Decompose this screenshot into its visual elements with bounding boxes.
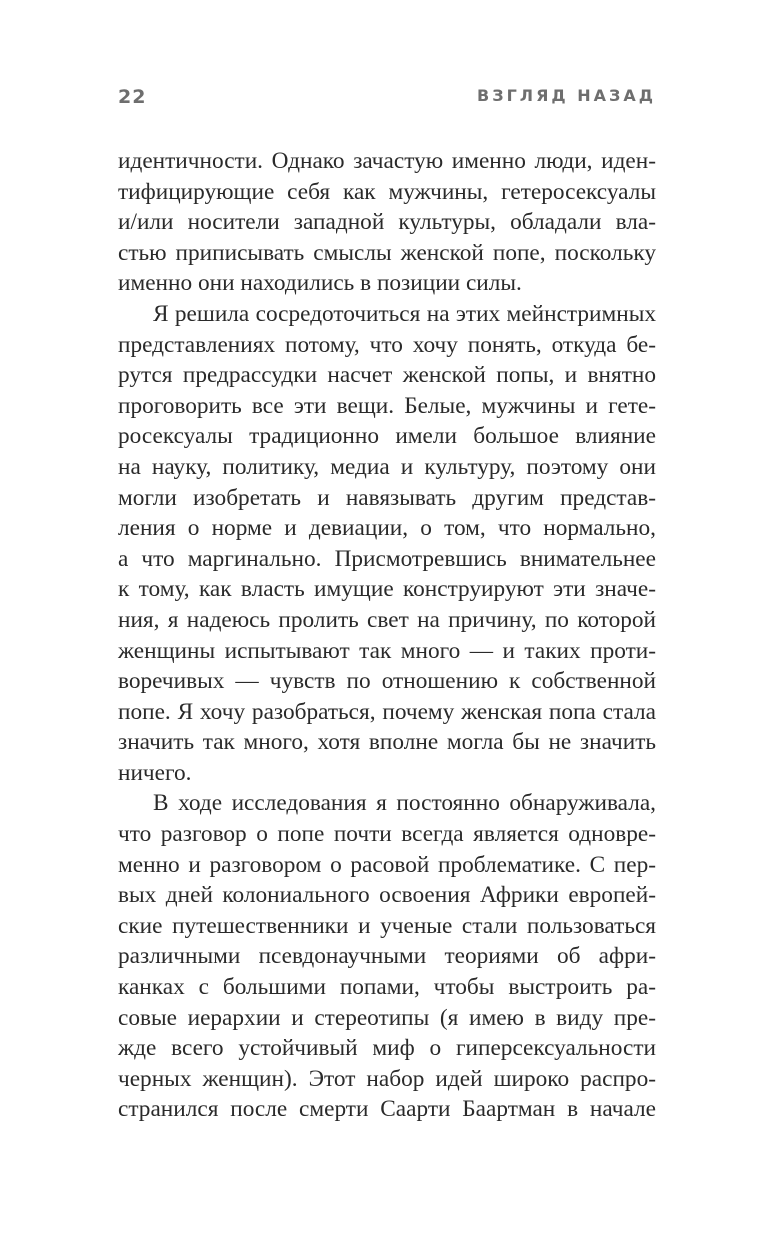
text-line: различными псевдонаучными теориями об афри-	[118, 943, 656, 970]
text-line: проговорить все эти вещи. Белые, мужчины и гете-	[118, 392, 656, 419]
text-line: жде всего устойчивый миф о гиперсексуальности	[118, 1035, 656, 1062]
text-line: В ходе исследования я постоянно обнаруживала,	[153, 790, 656, 817]
text-line: женщины испытывают так много — и таких проти-	[118, 637, 656, 664]
text-line: представлениях потому, что хочу понять, откуда бе-	[118, 331, 656, 358]
text-line: странился после смерти Саарти Баартман в начале	[118, 1096, 656, 1123]
page-header	[118, 86, 656, 116]
text-line: к тому, как власть имущие конструируют эти значе-	[118, 576, 656, 603]
text-line: и/или носители западной культуры, обладали вла-	[118, 209, 656, 236]
paragraph-2	[118, 299, 656, 789]
paragraph-1	[118, 146, 656, 299]
text-line: идентичности. Однако зачастую именно люди, иден-	[118, 148, 656, 174]
text-line: канках с большими попами, чтобы выстроить ра-	[118, 974, 656, 1001]
text-line: ские путешественники и ученые стали пользоваться	[118, 912, 656, 939]
text-line: на науку, политику, медиа и культуру, поэтому они	[118, 453, 656, 480]
page-number: 22	[118, 86, 147, 108]
text-line: тифицирующие себя как мужчины, гетеросексуалы	[118, 178, 656, 205]
text-line: могли изобретать и навязывать другим представ-	[118, 484, 656, 511]
text-line: совые иерархии и стереотипы (я имею в виду пре-	[118, 1004, 656, 1031]
text-line: Я решила сосредоточиться на этих мейнстримных	[153, 300, 656, 327]
paragraph-3	[118, 788, 656, 1125]
text-line: ления о норме и девиации, о том, что нормально,	[118, 515, 656, 542]
running-head: ВЗГЛЯД НАЗАД	[477, 86, 656, 105]
text-line: менно и разговором о расовой проблематике. С пер-	[118, 851, 656, 878]
text-line: что разговор о попе почти всегда является одновре-	[118, 821, 656, 848]
text-line: значить так много, хотя вполне могла бы не значить	[118, 729, 656, 756]
text-line: ничего.	[118, 759, 192, 786]
text-line: стью приписывать смыслы женской попе, поскольку	[118, 239, 656, 266]
text-line: вых дней колониального освоения Африки европей-	[118, 882, 656, 909]
text-line: рутся предрассудки насчет женской попы, и внятно	[118, 362, 656, 389]
text-line: воречивых — чувств по отношению к собственной	[118, 668, 656, 695]
text-line: черных женщин). Этот набор идей широко распро-	[118, 1065, 656, 1092]
text-line: именно они находились в позиции силы.	[118, 270, 522, 297]
text-line: ния, я надеюсь пролить свет на причину, по которой	[118, 606, 656, 633]
body-text	[118, 146, 656, 1125]
text-line: попе. Я хочу разобраться, почему женская попа стала	[118, 698, 656, 725]
text-line: росексуалы традиционно имели большое влияние	[118, 423, 656, 450]
text-line: а что маргинально. Присмотревшись внимательнее	[118, 545, 656, 572]
